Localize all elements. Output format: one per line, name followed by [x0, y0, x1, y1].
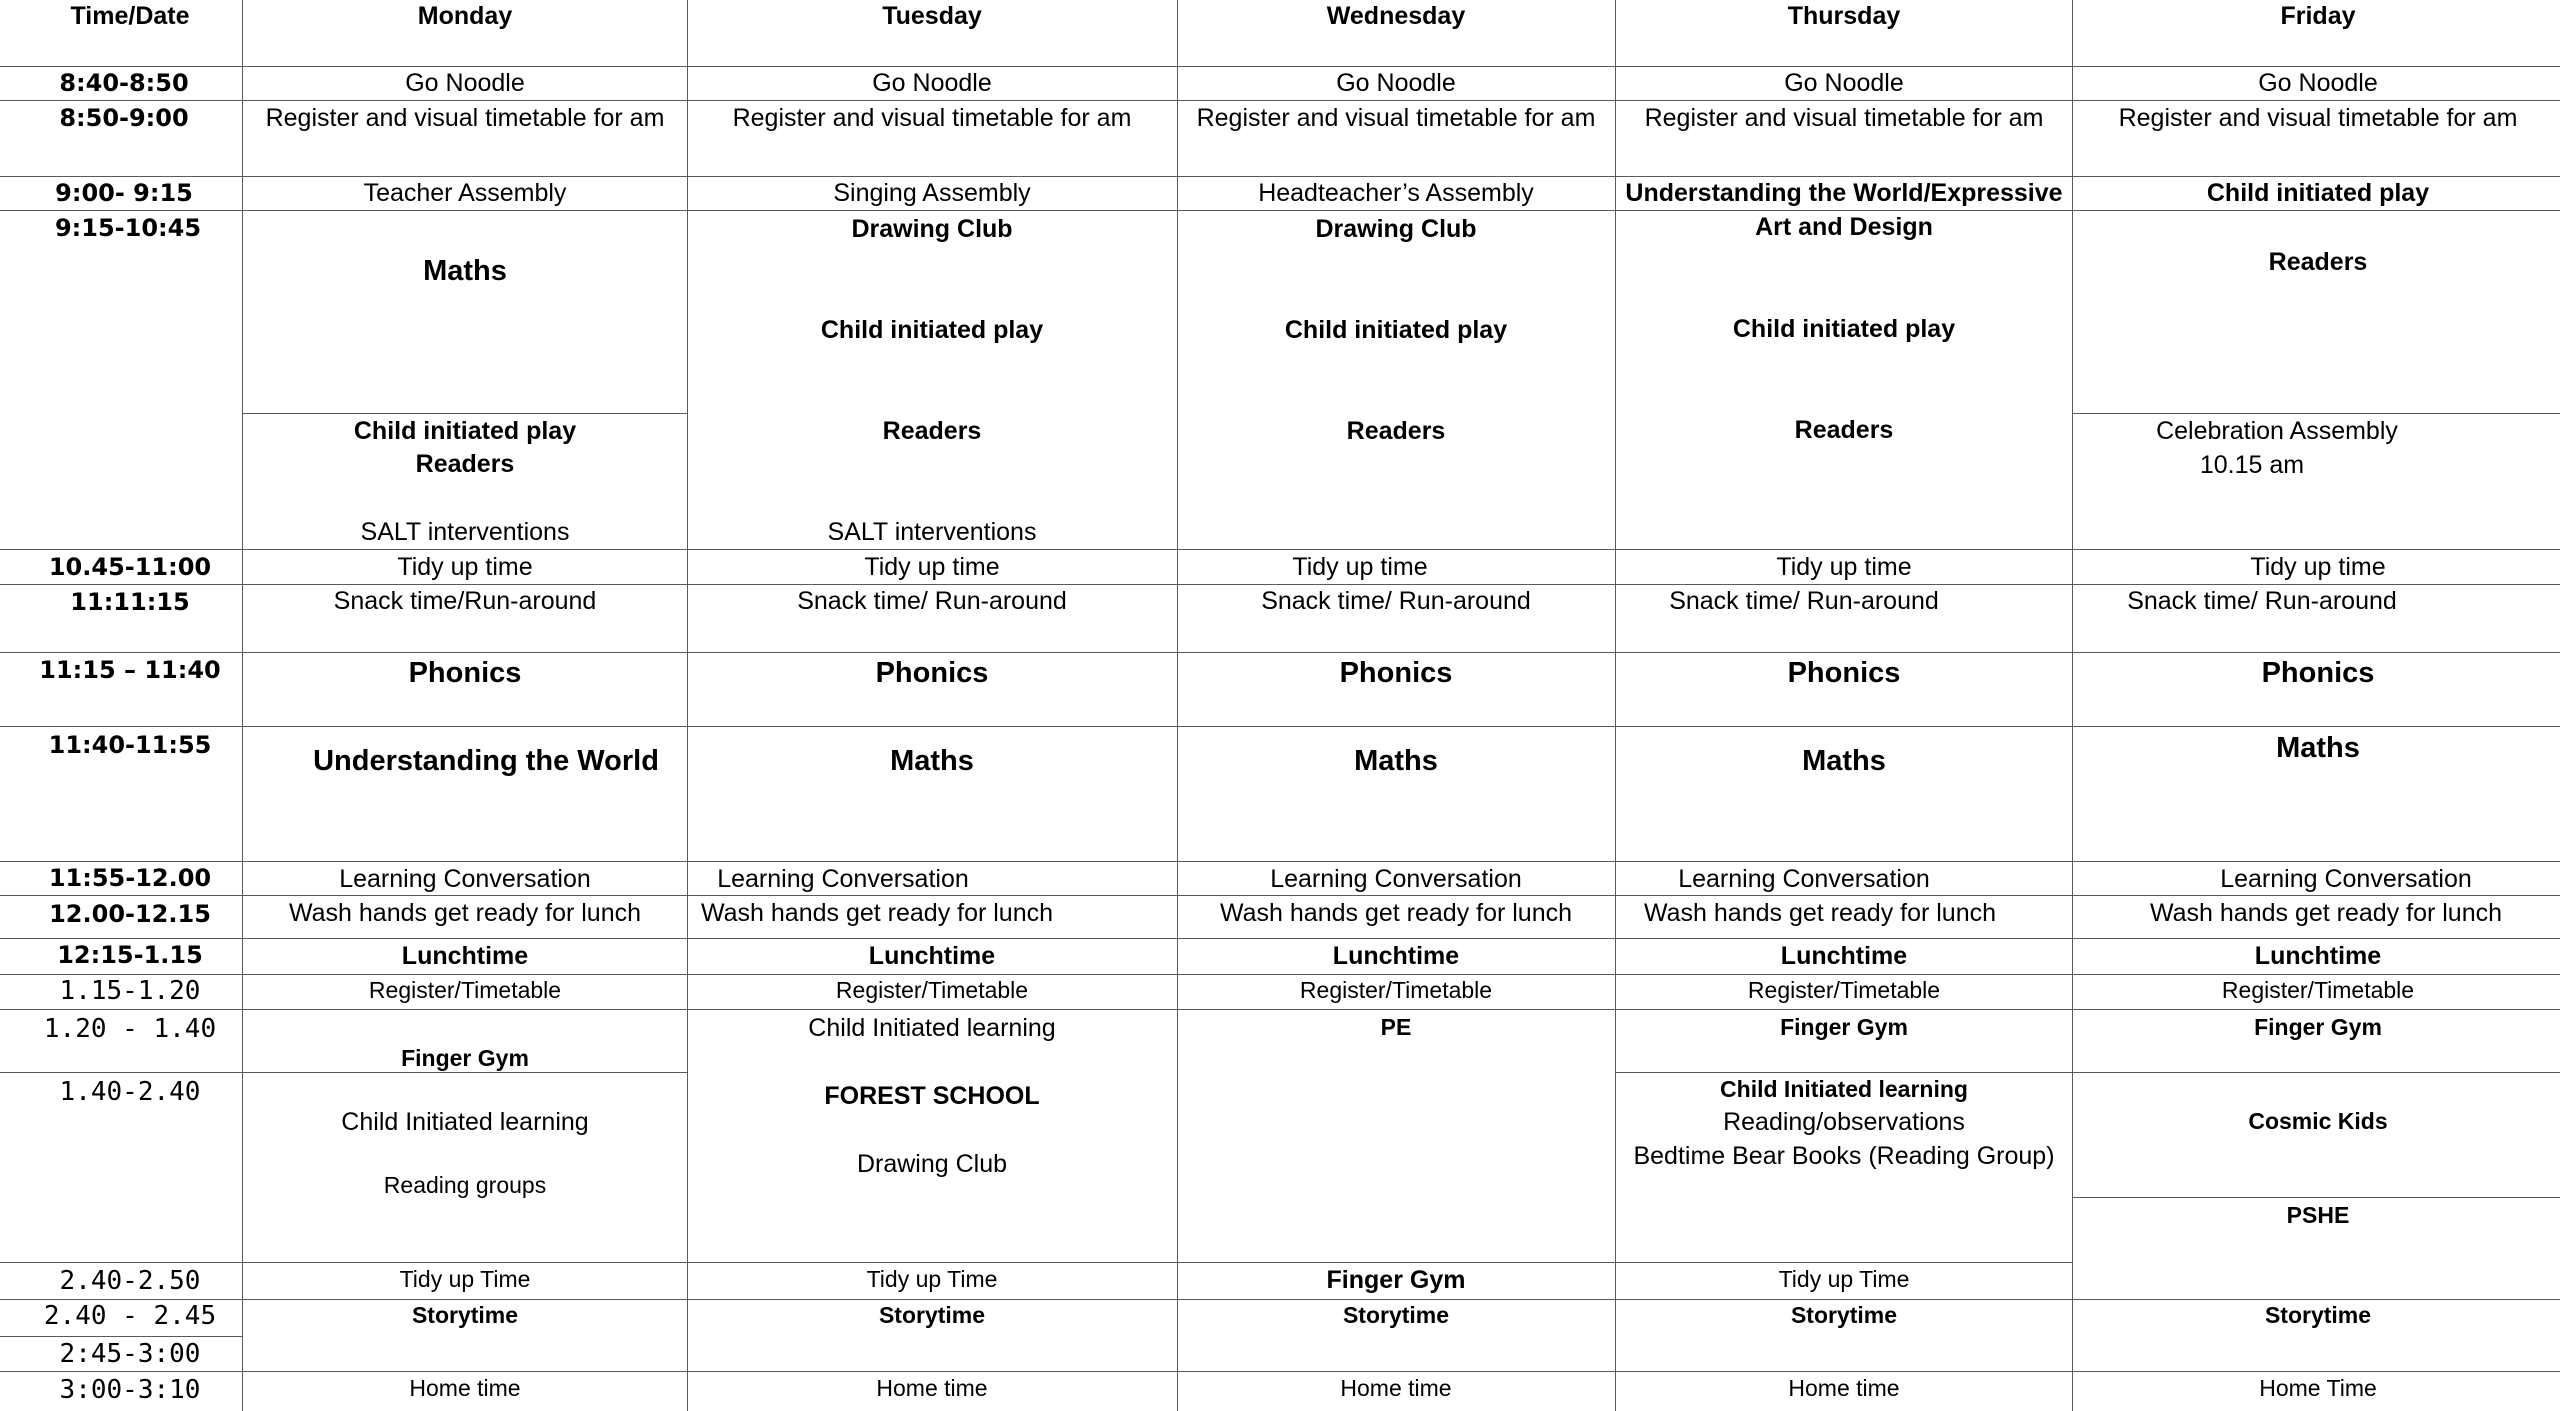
time-cell: 11:40-11:55: [48, 731, 212, 759]
friday-pshe: PSHE: [2286, 1202, 2350, 1228]
time-cell: 12:15-1.15: [57, 941, 203, 969]
wednesday-home: Home time: [1340, 1375, 1452, 1401]
monday-register-tt: Register/Timetable: [368, 977, 562, 1003]
monday-finger-gym: Finger Gym: [401, 1045, 529, 1071]
grid-line: [0, 210, 2560, 211]
tuesday-tidy: Tidy up time: [864, 553, 1000, 581]
time-cell: 1.40-2.40: [59, 1077, 201, 1107]
wednesday-drawing-club: Drawing Club: [1315, 215, 1477, 243]
tuesday-wash: Wash hands get ready for lunch: [700, 899, 1054, 927]
thursday-lunch: Lunchtime: [1780, 942, 1908, 970]
wednesday-assembly: Headteacher’s Assembly: [1258, 179, 1534, 207]
tuesday-maths: Maths: [890, 745, 974, 777]
monday-go-noodle: Go Noodle: [405, 69, 525, 97]
grid-line: [0, 974, 2560, 975]
grid-line: [0, 1009, 2560, 1010]
header-time-date: Time/Date: [70, 2, 190, 30]
header-friday: Friday: [2280, 2, 2356, 30]
tuesday-child-play: Child initiated play: [820, 316, 1044, 344]
thursday-register-tt: Register/Timetable: [1747, 977, 1941, 1003]
time-cell: 9:15-10:45: [54, 214, 202, 242]
thursday-child-play: Child initiated play: [1732, 315, 1956, 343]
header-wednesday: Wednesday: [1326, 2, 1466, 30]
friday-maths: Maths: [2276, 732, 2360, 764]
tuesday-phonics: Phonics: [875, 657, 989, 689]
wednesday-learning-conv: Learning Conversation: [1270, 865, 1522, 893]
friday-go-noodle: Go Noodle: [2258, 69, 2378, 97]
thursday-phonics: Phonics: [1787, 657, 1901, 689]
wednesday-wash: Wash hands get ready for lunch: [1219, 899, 1573, 927]
monday-snack: Snack time/Run-around: [333, 587, 597, 615]
time-cell: 11:11:15: [70, 588, 190, 616]
tuesday-lunch: Lunchtime: [868, 942, 996, 970]
friday-learning-conv: Learning Conversation: [2220, 865, 2472, 893]
monday-phonics: Phonics: [408, 657, 522, 689]
header-thursday: Thursday: [1787, 2, 1901, 30]
time-cell: 2.40 - 2.45: [43, 1301, 217, 1331]
monday-wash: Wash hands get ready for lunch: [288, 899, 642, 927]
grid-line: [0, 66, 2560, 67]
friday-celebration-assembly: Celebration Assembly: [2156, 417, 2398, 445]
time-cell: 10.45-11:00: [48, 553, 212, 581]
wednesday-go-noodle: Go Noodle: [1336, 69, 1456, 97]
tuesday-readers: Readers: [882, 417, 982, 445]
monday-cil: Child Initiated learning: [341, 1108, 589, 1136]
grid-line: [0, 1336, 242, 1337]
tuesday-assembly: Singing Assembly: [833, 179, 1031, 207]
grid-line: [0, 1072, 687, 1073]
friday-celebration-time: 10.15 am: [2199, 451, 2305, 479]
monday-reading-groups: Reading groups: [383, 1172, 547, 1198]
thursday-tidy: Tidy up time: [1776, 553, 1912, 581]
grid-line: [0, 895, 2560, 896]
time-cell: 11:15 – 11:40: [39, 656, 221, 684]
thursday-bedtime-bear: Bedtime Bear Books (Reading Group): [1633, 1142, 2055, 1170]
grid-line: [242, 413, 687, 414]
wednesday-pe: PE: [1380, 1014, 1412, 1040]
time-cell: 1.15-1.20: [59, 976, 201, 1006]
grid-line: [0, 938, 2560, 939]
tuesday-snack: Snack time/ Run-around: [797, 587, 1067, 615]
thursday-wash: Wash hands get ready for lunch: [1643, 899, 1997, 927]
monday-tidy-pm: Tidy up Time: [399, 1266, 531, 1292]
grid-line: [242, 0, 243, 1411]
grid-line: [0, 1262, 2072, 1263]
wednesday-register-tt: Register/Timetable: [1299, 977, 1493, 1003]
tuesday-story: Storytime: [878, 1302, 986, 1328]
friday-lunch: Lunchtime: [2254, 942, 2382, 970]
wednesday-finger-gym: Finger Gym: [1326, 1266, 1466, 1294]
tuesday-home: Home time: [876, 1375, 988, 1401]
grid-line: [0, 652, 2560, 653]
wednesday-phonics: Phonics: [1339, 657, 1453, 689]
grid-line: [0, 1299, 2560, 1300]
friday-register-tt: Register/Timetable: [2221, 977, 2415, 1003]
tuesday-go-noodle: Go Noodle: [872, 69, 992, 97]
monday-home: Home time: [409, 1375, 521, 1401]
friday-finger-gym: Finger Gym: [2254, 1014, 2382, 1040]
friday-child-play: Child initiated play: [2206, 179, 2430, 207]
tuesday-drawing-club-pm: Drawing Club: [856, 1150, 1008, 1178]
thursday-story: Storytime: [1790, 1302, 1898, 1328]
monday-child-play: Child initiated play: [353, 417, 577, 445]
monday-salt: SALT interventions: [360, 518, 570, 546]
monday-readers: Readers: [415, 450, 515, 478]
time-cell: 11:55-12.00: [48, 864, 212, 892]
thursday-maths: Maths: [1802, 745, 1886, 777]
monday-tidy: Tidy up time: [397, 553, 533, 581]
wednesday-readers: Readers: [1346, 417, 1446, 445]
grid-line: [0, 176, 2560, 177]
wednesday-register: Register and visual timetable for am: [1196, 104, 1596, 132]
tuesday-drawing-club: Drawing Club: [851, 215, 1013, 243]
thursday-register: Register and visual timetable for am: [1644, 104, 2044, 132]
monday-register: Register and visual timetable for am: [265, 104, 665, 132]
friday-register: Register and visual timetable for am: [2118, 104, 2518, 132]
time-cell: 2.40-2.50: [59, 1266, 201, 1296]
tuesday-forest-school: FOREST SCHOOL: [824, 1082, 1040, 1110]
grid-line: [0, 861, 2560, 862]
friday-story: Storytime: [2264, 1302, 2372, 1328]
header-tuesday: Tuesday: [882, 2, 982, 30]
monday-assembly: Teacher Assembly: [363, 179, 567, 207]
tuesday-cil: Child Initiated learning: [808, 1014, 1056, 1042]
time-cell: 2:45-3:00: [59, 1339, 201, 1369]
grid-line: [2072, 0, 2073, 1411]
time-cell: 8:50-9:00: [59, 104, 189, 132]
grid-line: [0, 549, 2560, 550]
grid-line: [0, 100, 2560, 101]
wednesday-story: Storytime: [1342, 1302, 1450, 1328]
grid-line: [0, 1371, 2560, 1372]
friday-cosmic-kids: Cosmic Kids: [2248, 1108, 2388, 1134]
friday-home: Home Time: [2259, 1375, 2377, 1401]
grid-line: [2072, 1197, 2560, 1198]
thursday-home: Home time: [1788, 1375, 1900, 1401]
monday-maths: Maths: [423, 255, 507, 287]
grid-line: [0, 726, 2560, 727]
friday-tidy: Tidy up time: [2250, 553, 2386, 581]
grid-line: [1615, 0, 1616, 1411]
tuesday-register-tt: Register/Timetable: [835, 977, 1029, 1003]
time-cell: 8:40-8:50: [59, 69, 189, 97]
time-cell: 3:00-3:10: [59, 1375, 201, 1405]
thursday-tidy-pm: Tidy up Time: [1778, 1266, 1910, 1292]
monday-story: Storytime: [411, 1302, 519, 1328]
tuesday-register: Register and visual timetable for am: [732, 104, 1132, 132]
grid-line: [1177, 0, 1178, 1411]
monday-lunch: Lunchtime: [401, 942, 529, 970]
friday-phonics: Phonics: [2261, 657, 2375, 689]
thursday-go-noodle: Go Noodle: [1784, 69, 1904, 97]
thursday-reading-obs: Reading/observations: [1723, 1108, 1965, 1136]
tuesday-learning-conv: Learning Conversation: [717, 865, 969, 893]
monday-utw: Understanding the World: [313, 745, 659, 777]
wednesday-snack: Snack time/ Run-around: [1261, 587, 1531, 615]
friday-snack: Snack time/ Run-around: [2127, 587, 2397, 615]
tuesday-tidy-pm: Tidy up Time: [866, 1266, 998, 1292]
thursday-utw-ead-line1: Understanding the World/Expressive: [1625, 179, 2063, 207]
grid-line: [0, 584, 2560, 585]
thursday-snack: Snack time/ Run-around: [1669, 587, 1939, 615]
monday-learning-conv: Learning Conversation: [339, 865, 591, 893]
thursday-utw-ead-line2: Art and Design: [1755, 213, 1933, 241]
wednesday-lunch: Lunchtime: [1332, 942, 1460, 970]
thursday-readers: Readers: [1794, 416, 1894, 444]
header-monday: Monday: [417, 2, 513, 30]
thursday-cil: Child Initiated learning: [1720, 1076, 1968, 1102]
friday-wash: Wash hands get ready for lunch: [2149, 899, 2503, 927]
time-cell: 9:00- 9:15: [55, 179, 193, 207]
time-cell: 1.20 - 1.40: [43, 1014, 217, 1044]
wednesday-tidy: Tidy up time: [1292, 553, 1428, 581]
grid-line: [2072, 413, 2560, 414]
grid-line: [687, 0, 688, 1411]
thursday-learning-conv: Learning Conversation: [1678, 865, 1930, 893]
time-cell: 12.00-12.15: [49, 900, 211, 928]
thursday-finger-gym: Finger Gym: [1780, 1014, 1908, 1040]
friday-readers: Readers: [2268, 248, 2368, 276]
wednesday-maths: Maths: [1354, 745, 1438, 777]
wednesday-child-play: Child initiated play: [1284, 316, 1508, 344]
grid-line: [1615, 1072, 2560, 1073]
tuesday-salt: SALT interventions: [827, 518, 1037, 546]
